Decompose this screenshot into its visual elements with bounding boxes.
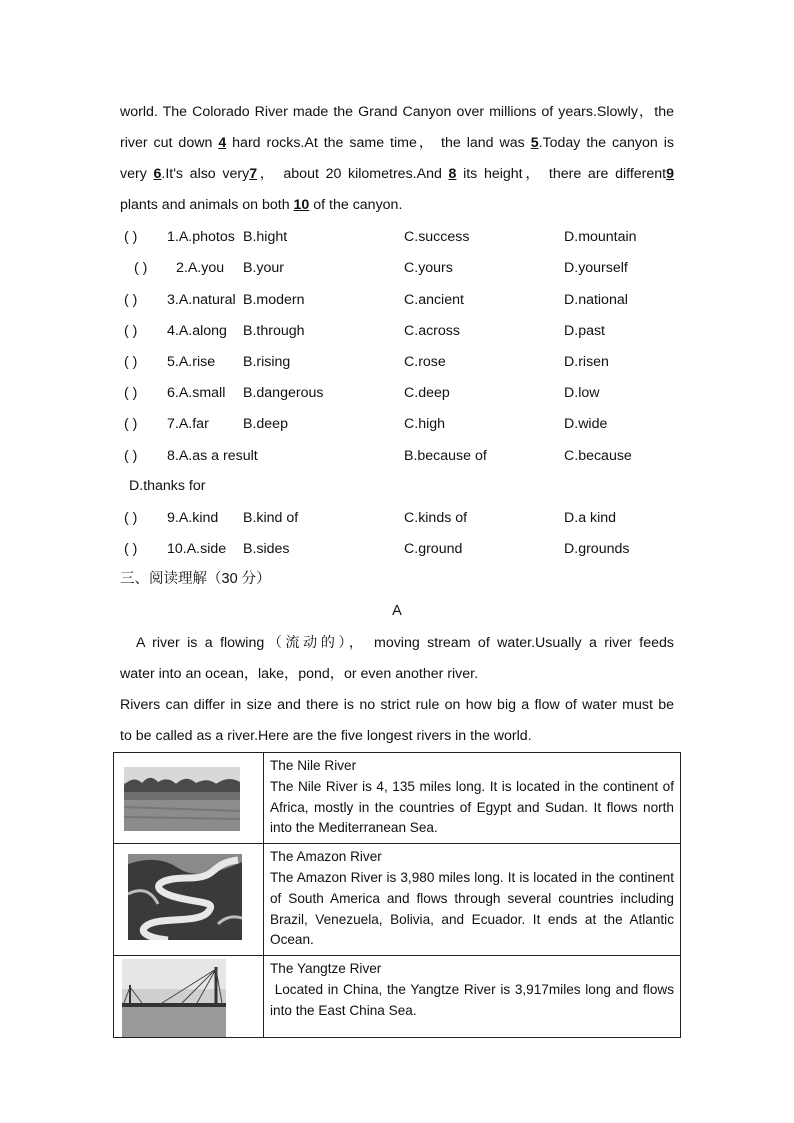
passage-text: hard rocks.At the same time， the land was bbox=[226, 135, 531, 151]
passage-line-4 bbox=[120, 195, 674, 215]
option-c: C.ancient bbox=[404, 292, 464, 308]
river-photo-cell bbox=[114, 753, 264, 844]
river-name: The Yangtze River bbox=[270, 961, 382, 977]
passage-text: of the canyon. bbox=[309, 197, 403, 213]
option-a: 4.A.along bbox=[167, 323, 227, 339]
option-a: 1.A.photos bbox=[167, 229, 235, 245]
option-d: D.mountain bbox=[564, 229, 637, 245]
reading-text: to be called as a river.Here are the five longest rivers in the world. bbox=[120, 728, 532, 744]
option-b: B.dangerous bbox=[243, 385, 324, 401]
option-c: C.rose bbox=[404, 354, 446, 370]
option-d: D.wide bbox=[564, 416, 608, 432]
blank-number: 9 bbox=[666, 166, 675, 182]
passage-line-1 bbox=[120, 102, 674, 122]
option-a: 9.A.kind bbox=[167, 510, 219, 526]
passage-text: .Today the canyon is bbox=[538, 135, 674, 151]
option-c: C.across bbox=[404, 323, 460, 339]
river-info-cell bbox=[264, 956, 681, 1038]
option-d: D.past bbox=[564, 323, 606, 339]
river-description: Located in China, the Yangtze River is 3,917miles long and flows into the East China Sea. bbox=[270, 981, 674, 1018]
reading-para-1-line-1 bbox=[120, 633, 674, 653]
answer-bracket[interactable]: ( ) bbox=[124, 541, 138, 557]
reading-text: water into an ocean，lake，pond，or even another river. bbox=[120, 666, 479, 682]
option-c: C.deep bbox=[404, 385, 450, 401]
blank-number: 10 bbox=[293, 197, 310, 213]
option-c: C.kinds of bbox=[404, 510, 468, 526]
answer-bracket[interactable]: ( ) bbox=[124, 385, 138, 401]
amazon-river-photo bbox=[128, 854, 242, 940]
reading-text: Rivers can differ in size and there is no strict rule on how big a flow of water must be bbox=[120, 697, 674, 713]
answer-bracket[interactable]: ( ) bbox=[134, 260, 148, 276]
option-b: B.your bbox=[243, 260, 285, 276]
option-a: 2.A.you bbox=[176, 260, 225, 276]
passage-text: ， about 20 kilometres.And bbox=[257, 166, 449, 182]
option-d: D.a kind bbox=[564, 510, 617, 526]
option-d: D.national bbox=[564, 292, 628, 308]
river-name: The Nile River bbox=[270, 758, 357, 773]
option-b: B.deep bbox=[243, 416, 288, 432]
yangtze-river-bridge-photo bbox=[122, 959, 226, 1037]
table-row bbox=[114, 956, 681, 1038]
passage-text: plants and animals on both bbox=[120, 197, 294, 213]
river-photo-cell bbox=[114, 956, 264, 1038]
option-a: 6.A.small bbox=[167, 385, 226, 401]
blank-number: 6 bbox=[153, 166, 162, 182]
answer-bracket[interactable]: ( ) bbox=[124, 354, 138, 370]
option-c: C.success bbox=[404, 229, 470, 245]
river-description: The Nile River is 4, 135 miles long. It is located in the continent of Africa, mostly in the countries of Egypt and Sudan. It flows north into the Mediterranean Sea. bbox=[270, 778, 674, 836]
passage-text: its height， there are different bbox=[456, 166, 667, 182]
option-a: 10.A.side bbox=[167, 541, 227, 557]
option-a: 7.A.far bbox=[167, 416, 209, 432]
section-heading: 三、阅读理解（30 分） bbox=[120, 571, 271, 587]
blank-number: 4 bbox=[218, 135, 227, 151]
option-c: C.because bbox=[564, 448, 632, 464]
option-b: B.because of bbox=[404, 448, 487, 464]
option-b: B.rising bbox=[243, 354, 291, 370]
blank-number: 8 bbox=[448, 166, 457, 182]
option-b: B.kind of bbox=[243, 510, 299, 526]
option-b: B.hight bbox=[243, 229, 288, 245]
part-label: A bbox=[392, 603, 402, 619]
option-a: 3.A.natural bbox=[167, 292, 236, 308]
reading-para-1-line-2 bbox=[120, 664, 674, 684]
option-a: 5.A.rise bbox=[167, 354, 216, 370]
passage-text: very bbox=[120, 166, 154, 182]
option-c: C.yours bbox=[404, 260, 453, 276]
option-a: 8.A.as a result bbox=[167, 448, 258, 464]
answer-bracket[interactable]: ( ) bbox=[124, 292, 138, 308]
reading-para-2-line-2 bbox=[120, 726, 674, 746]
option-d: D.grounds bbox=[564, 541, 630, 557]
reading-text: A river is a flowing（流动的）， moving stream of water.Usually a river feeds bbox=[136, 635, 674, 651]
option-b: B.sides bbox=[243, 541, 290, 557]
passage-line-2 bbox=[120, 133, 674, 153]
river-photo-cell bbox=[114, 844, 264, 956]
option-d: D.low bbox=[564, 385, 600, 401]
river-description: The Amazon River is 3,980 miles long. It is located in the continent of South America and flows through several countries including Brazil, Venezuela, Bolivia, and Ecuador. It ends at the Atlantic Ocean. bbox=[270, 869, 674, 948]
rivers-table bbox=[113, 752, 681, 1038]
table-row bbox=[114, 844, 681, 956]
passage-text: river cut down bbox=[120, 135, 219, 151]
option-d: D.risen bbox=[564, 354, 609, 370]
passage-line-3 bbox=[120, 164, 674, 184]
passage-text: world. The Colorado River made the Grand Canyon over millions of years.Slowly，the bbox=[120, 104, 674, 120]
option-c: C.high bbox=[404, 416, 446, 432]
option-b: B.through bbox=[243, 323, 305, 339]
answer-bracket[interactable]: ( ) bbox=[124, 416, 138, 432]
answer-bracket[interactable]: ( ) bbox=[124, 448, 138, 464]
blank-number: 5 bbox=[530, 135, 539, 151]
option-d: D.thanks for bbox=[129, 478, 206, 494]
option-b: B.modern bbox=[243, 292, 305, 308]
passage-text: .It's also very bbox=[161, 166, 250, 182]
river-info-cell bbox=[264, 844, 681, 956]
river-info-cell bbox=[264, 753, 681, 844]
answer-bracket[interactable]: ( ) bbox=[124, 510, 138, 526]
reading-para-2-line-1 bbox=[120, 695, 674, 715]
river-name: The Amazon River bbox=[270, 849, 382, 865]
blank-number: 7 bbox=[249, 166, 258, 182]
nile-river-photo bbox=[124, 767, 240, 831]
option-c: C.ground bbox=[404, 541, 463, 557]
table-row bbox=[114, 753, 681, 844]
answer-bracket[interactable]: ( ) bbox=[124, 229, 138, 245]
option-d: D.yourself bbox=[564, 260, 628, 276]
answer-bracket[interactable]: ( ) bbox=[124, 323, 138, 339]
